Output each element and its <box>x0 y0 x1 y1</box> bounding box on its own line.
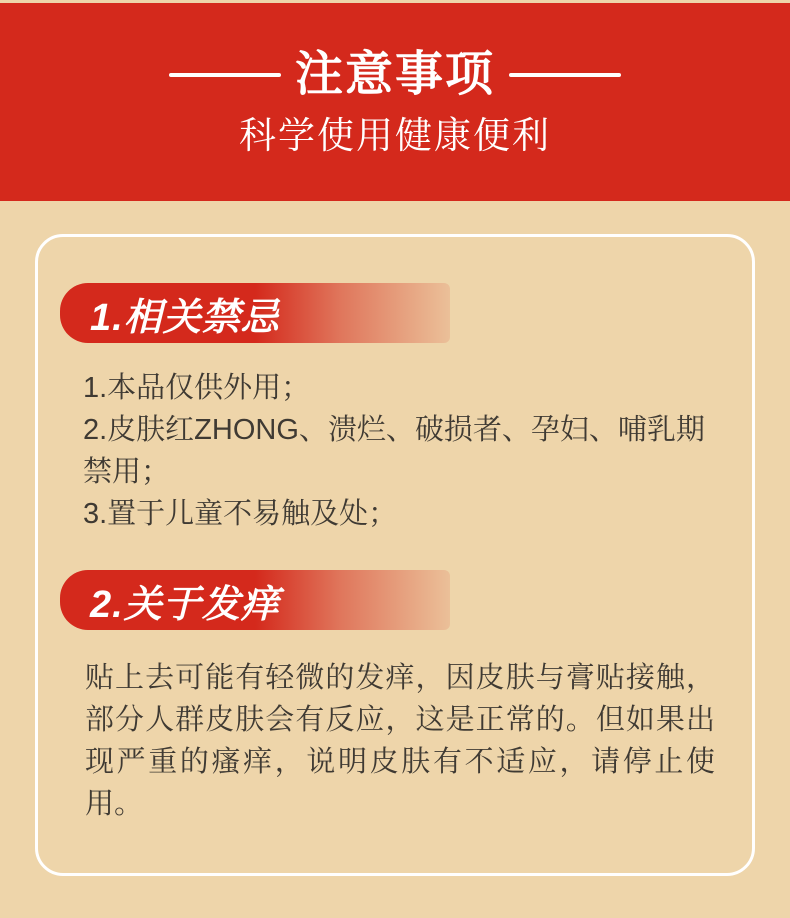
title-row <box>0 3 790 101</box>
contraindication-item-2: 2.皮肤红ZHONG、溃烂、破损者、孕妇、哺乳期禁用； <box>83 414 705 488</box>
content-area <box>0 201 790 876</box>
notice-card <box>35 234 755 876</box>
section2-heading: 2.关于发痒 <box>90 583 280 626</box>
contraindication-item-3: 3.置于儿童不易触及处； <box>83 498 398 530</box>
title-right-rule <box>509 73 621 77</box>
section1-heading: 1.相关禁忌 <box>90 296 280 339</box>
title-left-rule <box>169 73 281 77</box>
section1-ribbon <box>60 283 450 343</box>
contraindication-list <box>83 367 728 535</box>
section2-ribbon <box>60 570 450 630</box>
contraindication-item-1: 1.本品仅供外用； <box>83 372 311 404</box>
page-title: 注意事项 <box>294 48 495 101</box>
header-banner <box>0 3 790 201</box>
itching-paragraph: 贴上去可能有轻微的发痒，因皮肤与膏贴接触，部分人群皮肤会有反应，这是正常的。但如果出现严重的瘙痒，说明皮肤有不适应，请停止使用。 <box>85 662 715 820</box>
page-subtitle: 科学使用健康便利 <box>239 115 551 156</box>
